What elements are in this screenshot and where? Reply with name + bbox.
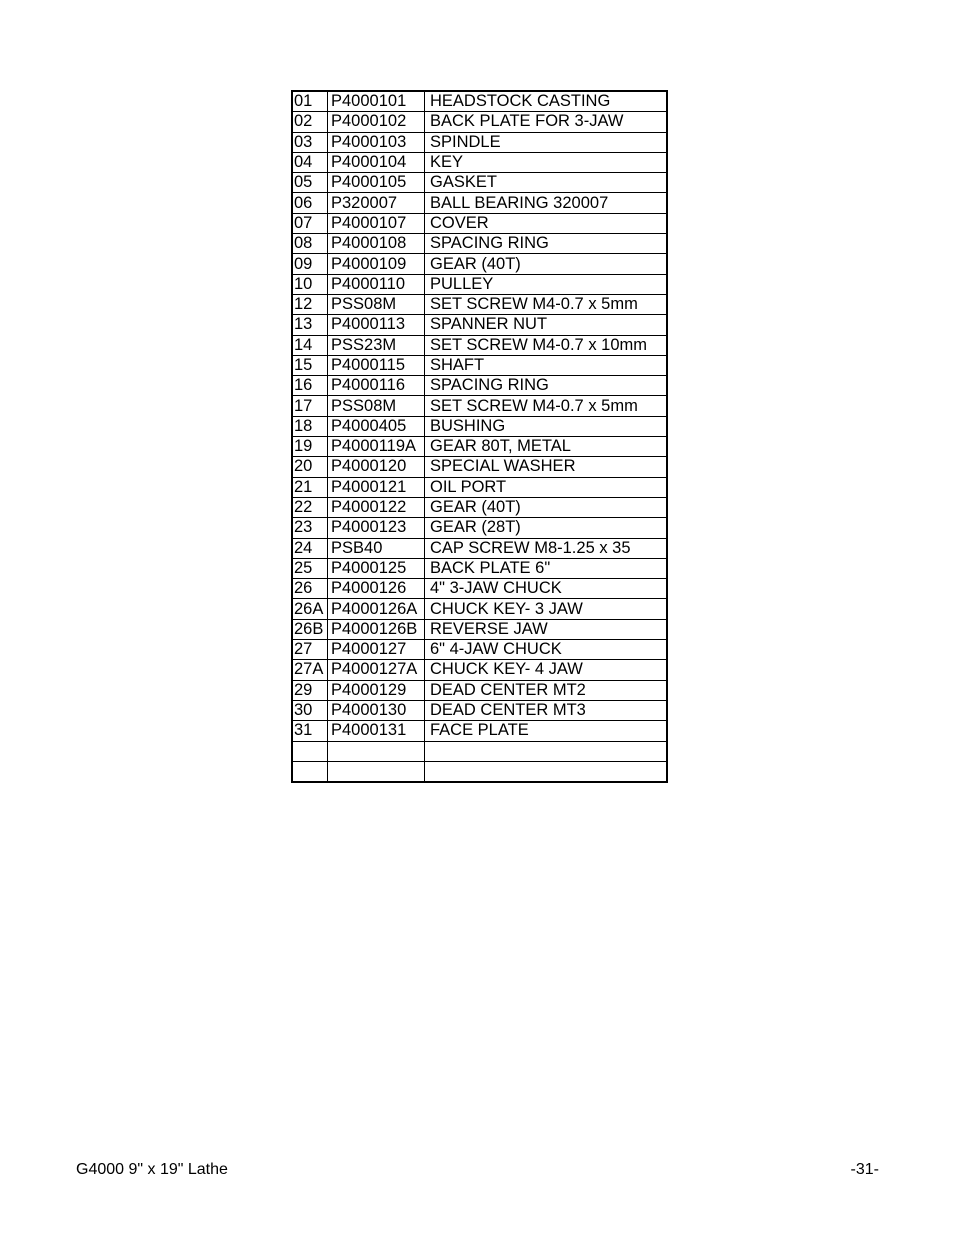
ref-number-cell: 27A (292, 660, 328, 680)
ref-number-cell: 25 (292, 558, 328, 578)
footer-manual-title: G4000 9" x 19" Lathe (76, 1161, 228, 1178)
table-row (292, 599, 667, 619)
table-row (292, 335, 667, 355)
ref-number-cell: 07 (292, 213, 328, 233)
table-row (292, 497, 667, 517)
ref-number-cell (292, 761, 328, 782)
ref-number-cell: 01 (292, 91, 328, 112)
table-row (292, 91, 667, 112)
table-row (292, 660, 667, 680)
table-row (292, 518, 667, 538)
table-row (292, 152, 667, 172)
part-number-cell: P4000130 (328, 700, 425, 720)
description-cell: COVER (425, 213, 668, 233)
ref-number-cell: 27 (292, 640, 328, 660)
table-row (292, 558, 667, 578)
description-cell: BACK PLATE 6" (425, 558, 668, 578)
part-number-cell: P4000126B (328, 619, 425, 639)
part-number-cell: P4000127 (328, 640, 425, 660)
ref-number-cell: 23 (292, 518, 328, 538)
table-row (292, 416, 667, 436)
table-row (292, 761, 667, 782)
description-cell: BUSHING (425, 416, 668, 436)
part-number-cell: P4000129 (328, 680, 425, 700)
description-cell: SPACING RING (425, 376, 668, 396)
part-number-cell: PSS23M (328, 335, 425, 355)
description-cell: REVERSE JAW (425, 619, 668, 639)
part-number-cell: P4000101 (328, 91, 425, 112)
ref-number-cell: 26 (292, 579, 328, 599)
table-row (292, 579, 667, 599)
description-cell: FACE PLATE (425, 721, 668, 741)
part-number-cell: PSS08M (328, 396, 425, 416)
description-cell: SHAFT (425, 355, 668, 375)
part-number-cell: P4000125 (328, 558, 425, 578)
description-cell: GEAR (28T) (425, 518, 668, 538)
ref-number-cell: 14 (292, 335, 328, 355)
part-number-cell: P4000105 (328, 173, 425, 193)
ref-number-cell: 15 (292, 355, 328, 375)
table-row (292, 680, 667, 700)
ref-number-cell: 22 (292, 497, 328, 517)
description-cell: GASKET (425, 173, 668, 193)
ref-number-cell: 12 (292, 294, 328, 314)
description-cell: GEAR (40T) (425, 254, 668, 274)
description-cell: CHUCK KEY- 4 JAW (425, 660, 668, 680)
parts-list-table (291, 90, 668, 783)
table-row (292, 355, 667, 375)
description-cell: HEADSTOCK CASTING (425, 91, 668, 112)
description-cell: PULLEY (425, 274, 668, 294)
table-row (292, 700, 667, 720)
part-number-cell (328, 741, 425, 761)
ref-number-cell: 03 (292, 132, 328, 152)
description-cell: BACK PLATE FOR 3-JAW (425, 112, 668, 132)
table-row (292, 538, 667, 558)
description-cell: CHUCK KEY- 3 JAW (425, 599, 668, 619)
ref-number-cell: 18 (292, 416, 328, 436)
ref-number-cell: 26B (292, 619, 328, 639)
ref-number-cell: 30 (292, 700, 328, 720)
description-cell: 4" 3-JAW CHUCK (425, 579, 668, 599)
description-cell (425, 741, 668, 761)
ref-number-cell: 29 (292, 680, 328, 700)
description-cell: DEAD CENTER MT3 (425, 700, 668, 720)
description-cell: OIL PORT (425, 477, 668, 497)
table-row (292, 213, 667, 233)
table-row (292, 315, 667, 335)
table-row (292, 741, 667, 761)
part-number-cell: P4000131 (328, 721, 425, 741)
description-cell (425, 761, 668, 782)
ref-number-cell: 06 (292, 193, 328, 213)
description-cell: KEY (425, 152, 668, 172)
description-cell: SET SCREW M4-0.7 x 5mm (425, 396, 668, 416)
ref-number-cell: 16 (292, 376, 328, 396)
part-number-cell: P4000120 (328, 457, 425, 477)
ref-number-cell: 17 (292, 396, 328, 416)
description-cell: GEAR (40T) (425, 497, 668, 517)
description-cell: GEAR 80T, METAL (425, 437, 668, 457)
description-cell: SET SCREW M4-0.7 x 5mm (425, 294, 668, 314)
table-row (292, 173, 667, 193)
description-cell: SPECIAL WASHER (425, 457, 668, 477)
part-number-cell: P4000127A (328, 660, 425, 680)
part-number-cell: P4000107 (328, 213, 425, 233)
part-number-cell: P4000116 (328, 376, 425, 396)
ref-number-cell: 08 (292, 234, 328, 254)
ref-number-cell: 10 (292, 274, 328, 294)
description-cell: SPINDLE (425, 132, 668, 152)
description-cell: CAP SCREW M8-1.25 x 35 (425, 538, 668, 558)
table-row (292, 376, 667, 396)
footer-page-number: -31- (850, 1161, 879, 1178)
table-row (292, 721, 667, 741)
table-row (292, 437, 667, 457)
ref-number-cell: 05 (292, 173, 328, 193)
ref-number-cell: 09 (292, 254, 328, 274)
part-number-cell (328, 761, 425, 782)
table-row (292, 132, 667, 152)
ref-number-cell (292, 741, 328, 761)
description-cell: BALL BEARING 320007 (425, 193, 668, 213)
table-row (292, 234, 667, 254)
part-number-cell: PSS08M (328, 294, 425, 314)
part-number-cell: P4000108 (328, 234, 425, 254)
description-cell: SET SCREW M4-0.7 x 10mm (425, 335, 668, 355)
ref-number-cell: 31 (292, 721, 328, 741)
table-row (292, 274, 667, 294)
part-number-cell: PSB40 (328, 538, 425, 558)
ref-number-cell: 04 (292, 152, 328, 172)
ref-number-cell: 13 (292, 315, 328, 335)
ref-number-cell: 19 (292, 437, 328, 457)
part-number-cell: P4000122 (328, 497, 425, 517)
description-cell: SPANNER NUT (425, 315, 668, 335)
table-row (292, 457, 667, 477)
ref-number-cell: 21 (292, 477, 328, 497)
part-number-cell: P4000113 (328, 315, 425, 335)
description-cell: DEAD CENTER MT2 (425, 680, 668, 700)
part-number-cell: P320007 (328, 193, 425, 213)
part-number-cell: P4000102 (328, 112, 425, 132)
part-number-cell: P4000103 (328, 132, 425, 152)
table-row (292, 254, 667, 274)
part-number-cell: P4000123 (328, 518, 425, 538)
parts-list-body (292, 91, 667, 782)
ref-number-cell: 24 (292, 538, 328, 558)
table-row (292, 112, 667, 132)
table-row (292, 477, 667, 497)
part-number-cell: P4000115 (328, 355, 425, 375)
part-number-cell: P4000119A (328, 437, 425, 457)
ref-number-cell: 26A (292, 599, 328, 619)
table-row (292, 640, 667, 660)
table-row (292, 294, 667, 314)
part-number-cell: P4000126A (328, 599, 425, 619)
table-row (292, 619, 667, 639)
description-cell: SPACING RING (425, 234, 668, 254)
part-number-cell: P4000121 (328, 477, 425, 497)
ref-number-cell: 02 (292, 112, 328, 132)
ref-number-cell: 20 (292, 457, 328, 477)
part-number-cell: P4000104 (328, 152, 425, 172)
table-row (292, 193, 667, 213)
table-row (292, 396, 667, 416)
part-number-cell: P4000126 (328, 579, 425, 599)
description-cell: 6" 4-JAW CHUCK (425, 640, 668, 660)
part-number-cell: P4000110 (328, 274, 425, 294)
part-number-cell: P4000109 (328, 254, 425, 274)
part-number-cell: P4000405 (328, 416, 425, 436)
